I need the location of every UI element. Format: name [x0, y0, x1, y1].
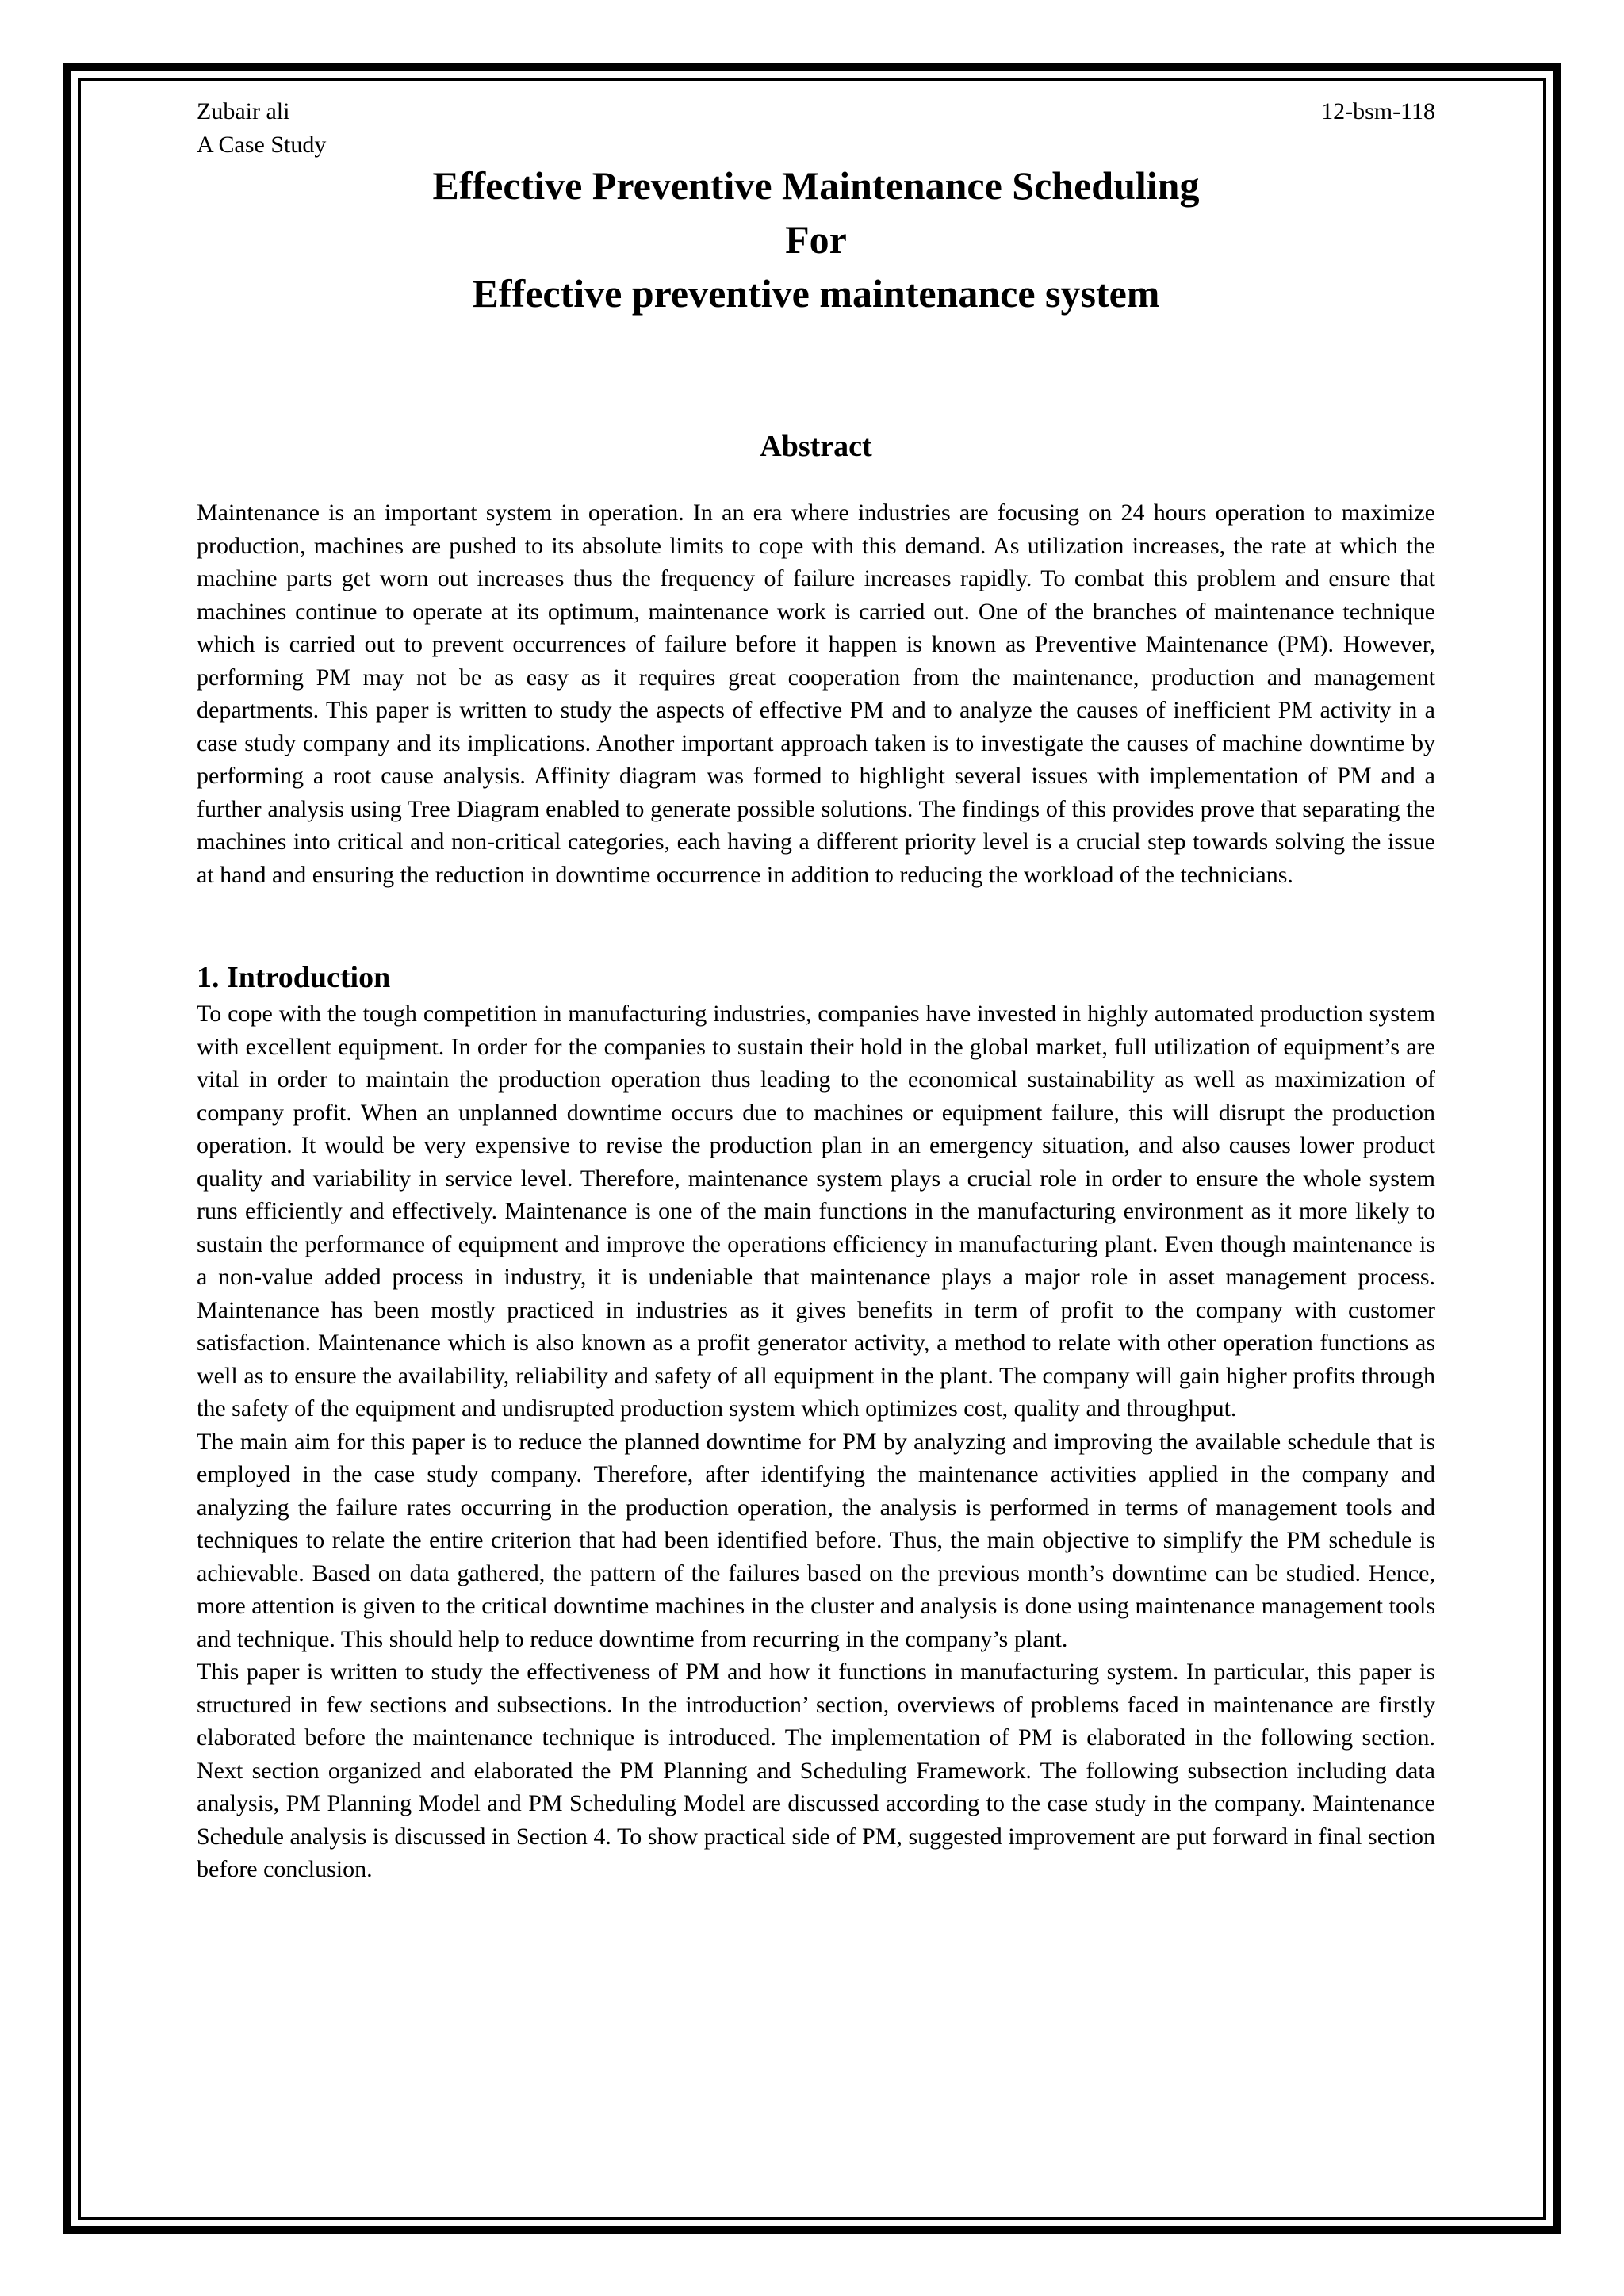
title-line-3: Effective preventive maintenance system — [472, 271, 1160, 316]
document-type: A Case Study — [197, 132, 327, 158]
header-row — [197, 95, 1435, 162]
intro-paragraph-3: This paper is written to study the effectiveness of PM and how it functions in manufacturing system. In particular, this paper is structured in few sections and subsections. In the introduction’ section, overviews of problems faced in maintenance are firstly elaborated before the maintenance technique is introduced. The implementation of PM is elaborated in the following section. Next section organized and elaborated the PM Planning and Scheduling Framework. The following subsection including data analysis, PM Planning Model and PM Scheduling Model are discussed according to the case study in the company. Maintenance Schedule analysis is discussed in Section 4. To show practical side of PM, suggested improvement are put forward in final section before conclusion. — [197, 1659, 1435, 1882]
intro-paragraph-1: To cope with the tough competition in manufacturing industries, companies have invested in highly automated production system with excellent equipment. In order for the companies to sustain their hold in the global market, full utilization of equipment’s are vital in order to maintain the production operation thus leading to the economical sustainability as well as maximization of company profit. When an unplanned downtime occurs due to machines or equipment failure, this will disrupt the production operation. It would be very expensive to revise the production plan in an emergency situation, and also causes lower product quality and variability in service level. Therefore, maintenance system plays a crucial role in order to ensure the whole system runs efficiently and effectively. Maintenance is one of the main functions in the manufacturing environment as it more likely to sustain the performance of equipment and improve the operations efficiency in manufacturing plant. Even though maintenance is a non-value added process in industry, it is undeniable that maintenance plays a major role in asset management process. Maintenance has been mostly practiced in industries as it gives benefits in term of profit to the company with customer satisfaction. Maintenance which is also known as a profit generator activity, a method to relate with other operation functions as well as to ensure the availability, reliability and safety of all equipment in the plant. The company will gain higher profits through the safety of the equipment and undisrupted production system which optimizes cost, quality and throughput. — [197, 1001, 1435, 1422]
introduction-heading: 1. Introduction — [197, 961, 391, 994]
intro-paragraph-2: The main aim for this paper is to reduce the planned downtime for PM by analyzing and improving the available schedule that is employed in the case study company. Therefore, after identifying the maintenance activities applied in the company and analyzing the failure rates occurring in the production operation, the analysis is performed in terms of management tools and techniques to relate the entire criterion that had been identified before. Thus, the main objective to simplify the PM schedule is achievable. Based on data gathered, the pattern of the failures based on the previous month’s downtime can be studied. Hence, more attention is given to the critical downtime machines in the cluster and analysis is done using maintenance management tools and technique. This should help to reduce downtime from recurring in the company’s plant. — [197, 1428, 1435, 1652]
header-left — [197, 95, 326, 162]
document-title — [197, 159, 1435, 320]
abstract-heading: Abstract — [760, 430, 872, 463]
student-id: 12-bsm-118 — [1321, 98, 1435, 124]
title-line-2: For — [785, 217, 847, 262]
title-line-1: Effective Preventive Maintenance Scheduling — [432, 163, 1200, 208]
abstract-text: Maintenance is an important system in operation. In an era where industries are focusing on 24 hours operation to maximize production, machines are pushed to its absolute limits to cope with this demand. As utilization increases, the rate at which the machine parts get worn out increases thus the frequency of failure increases rapidly. To combat this problem and ensure that machines continue to operate at its optimum, maintenance work is carried out. One of the branches of maintenance technique which is carried out to prevent occurrences of failure before it happen is known as Preventive Maintenance (PM). However, performing PM may not be as easy as it requires great cooperation from the maintenance, production and management departments. This paper is written to study the aspects of effective PM and to analyze the causes of inefficient PM activity in a case study company and its implications. Another important approach taken is to investigate the causes of machine downtime by performing a root cause analysis. Affinity diagram was formed to highlight several issues with implementation of PM and a further analysis using Tree Diagram enabled to generate possible solutions. The findings of this provides prove that separating the machines into critical and non-critical categories, each having a different priority level is a crucial step towards solving the issue at hand and ensuring the reduction in downtime occurrence in addition to reducing the workload of the technicians. — [197, 499, 1435, 888]
document-content — [197, 95, 1435, 1886]
author-name: Zubair ali — [197, 98, 290, 124]
